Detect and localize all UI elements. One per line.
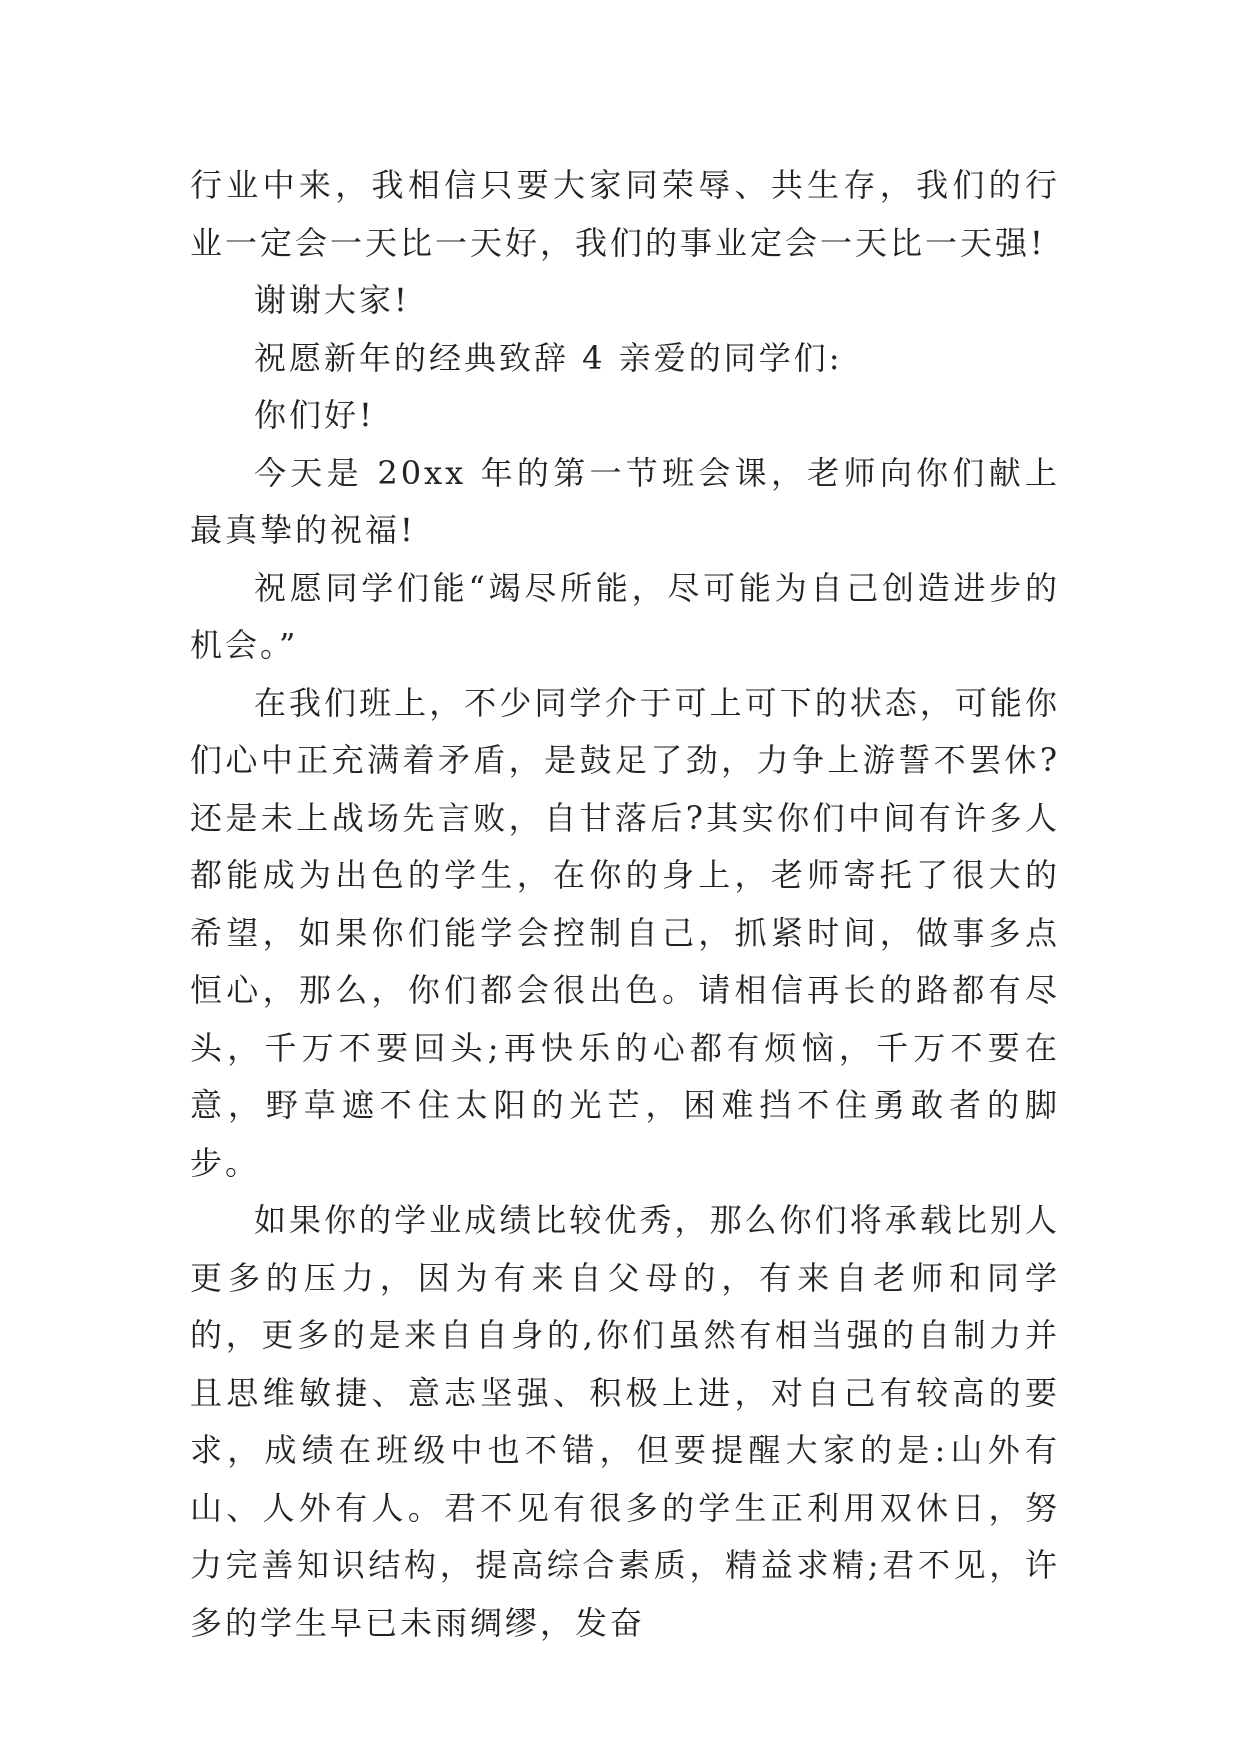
paragraph-heading: 祝愿新年的经典致辞 4 亲爱的同学们: bbox=[254, 338, 843, 377]
paragraph-excellent-students: 如果你的学业成绩比较优秀，那么你们将承载比别人更多的压力，因为有来自父母的，有来自老师和同学的，更多的是来自自身的,你们虽然有相当强的自制力并且思维敏捷、意志坚强、积极上进，对自己有较高的要求，成绩在班级中也不错，但要提醒大家的是:山外有山、人外有人。君不见有很多的学生正利用双休日，努力完善知识结构，提高综合素质，精益求精;君不见，许多的学生早已未雨绸缪，发奋 bbox=[190, 1201, 1060, 1642]
paragraph-wish: 祝愿同学们能“竭尽所能，尽可能为自己创造进步的机会。” bbox=[190, 568, 1060, 664]
paragraph-continuation: 行业中来，我相信只要大家同荣辱、共生存，我们的行业一定会一天比一天好，我们的事业定会一天比一天强! bbox=[190, 166, 1060, 262]
document-body bbox=[190, 157, 1060, 1652]
paragraph-thanks: 谢谢大家! bbox=[254, 281, 410, 319]
paragraph-opening: 今天是 20xx 年的第一节班会课，老师向你们献上最真挚的祝福! bbox=[190, 453, 1060, 549]
paragraph-greeting: 你们好! bbox=[254, 396, 375, 434]
paragraph-encouragement: 在我们班上，不少同学介于可上可下的状态，可能你们心中正充满着矛盾，是鼓足了劲，力争上游誓不罢休?还是未上战场先言败，自甘落后?其实你们中间有许多人都能成为出色的学生，在你的身上，老师寄托了很大的希望，如果你们能学会控制自己，抓紧时间，做事多点恒心，那么，你们都会很出色。请相信再长的路都有尽头，千万不要回头;再快乐的心都有烦恼，千万不要在意，野草遮不住太阳的光芒，困难挡不住勇敢者的脚步。 bbox=[190, 683, 1060, 1182]
